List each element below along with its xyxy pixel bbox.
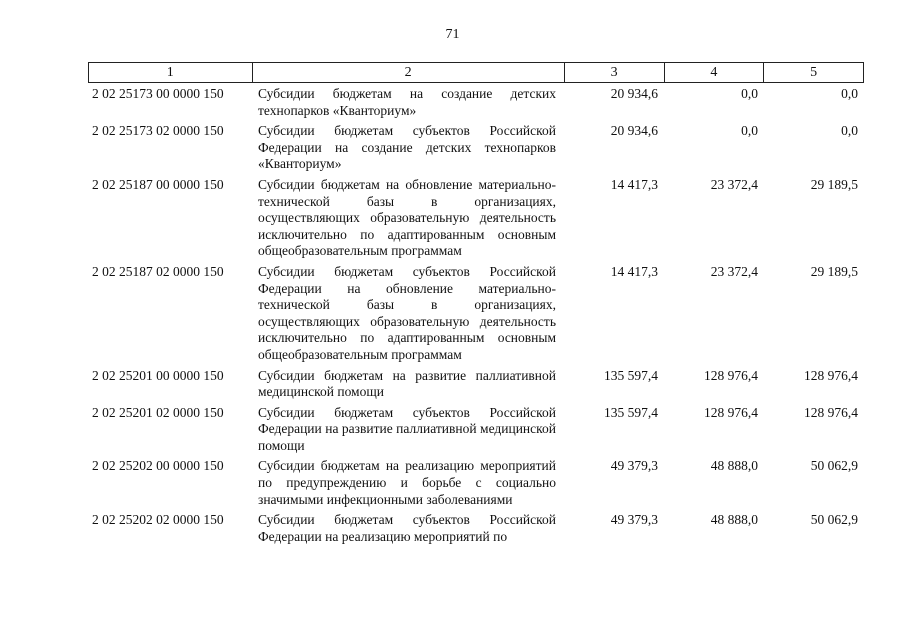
row-code: 2 02 25187 00 0000 150 bbox=[92, 176, 224, 192]
row-name: Субсидии бюджетам субъектов Российской Федерации на развитие паллиативной медицинской помощи bbox=[258, 404, 556, 453]
table-body bbox=[88, 86, 864, 549]
row-value-4: 128 976,4 bbox=[704, 367, 758, 383]
row-code: 2 02 25202 00 0000 150 bbox=[92, 458, 224, 474]
row-value-3: 20 934,6 bbox=[610, 123, 658, 139]
row-value-3: 49 379,3 bbox=[610, 512, 658, 528]
table-row bbox=[88, 86, 864, 119]
row-name: Субсидии бюджетам субъектов Российской Федерации на создание детских технопарков «Кванториум» bbox=[258, 123, 556, 172]
table-row bbox=[88, 405, 864, 455]
table-row bbox=[88, 123, 864, 173]
row-value-4: 48 888,0 bbox=[710, 512, 758, 528]
row-code: 2 02 25173 00 0000 150 bbox=[92, 86, 224, 101]
row-value-3: 49 379,3 bbox=[610, 458, 658, 474]
row-value-4: 48 888,0 bbox=[710, 458, 758, 474]
table-row bbox=[88, 177, 864, 260]
header-col-2: 2 bbox=[252, 63, 564, 82]
row-value-4: 128 976,4 bbox=[704, 404, 758, 420]
row-value-3: 14 417,3 bbox=[610, 176, 658, 192]
row-value-5: 29 189,5 bbox=[810, 263, 858, 279]
row-value-5: 128 976,4 bbox=[804, 404, 858, 420]
row-value-5: 128 976,4 bbox=[804, 367, 858, 383]
row-name: Субсидии бюджетам на развитие паллиативной медицинской помощи bbox=[258, 367, 556, 400]
row-value-5: 29 189,5 bbox=[810, 176, 858, 192]
header-col-5: 5 bbox=[763, 63, 863, 82]
row-value-3: 20 934,6 bbox=[610, 86, 658, 101]
row-value-5: 50 062,9 bbox=[810, 458, 858, 474]
header-col-4: 4 bbox=[664, 63, 764, 82]
header-col-3: 3 bbox=[564, 63, 664, 82]
row-name: Субсидии бюджетам на обновление материально-технической базы в организациях, осуществляющих образовательную деятельность исключительно по адаптированным основным общеобразовательным программам bbox=[258, 176, 556, 259]
row-value-5: 0,0 bbox=[841, 123, 858, 139]
row-code: 2 02 25201 00 0000 150 bbox=[92, 367, 224, 383]
table-row bbox=[88, 458, 864, 508]
row-value-4: 23 372,4 bbox=[710, 263, 758, 279]
row-value-3: 135 597,4 bbox=[604, 367, 658, 383]
header-col-1: 1 bbox=[166, 65, 174, 80]
row-code: 2 02 25202 02 0000 150 bbox=[92, 512, 224, 528]
row-value-5: 50 062,9 bbox=[810, 512, 858, 528]
table-row bbox=[88, 264, 864, 364]
row-name: Субсидии бюджетам на создание детских технопарков «Кванториум» bbox=[258, 86, 556, 118]
row-value-3: 135 597,4 bbox=[604, 404, 658, 420]
row-value-4: 0,0 bbox=[741, 123, 758, 139]
row-name: Субсидии бюджетам субъектов Российской Федерации на обновление материально-технической базы в организациях, осуществляющих образовательную деятельность исключительно по адаптированным основным общеобразовательным программам bbox=[258, 263, 556, 362]
row-name: Субсидии бюджетам на реализацию мероприятий по предупреждению и борьбе с социально значимыми инфекционными заболеваниями bbox=[258, 458, 556, 507]
table-row bbox=[88, 512, 864, 545]
table-header bbox=[88, 62, 864, 83]
row-name: Субсидии бюджетам субъектов Российской Федерации на реализацию мероприятий по bbox=[258, 512, 556, 544]
table-row bbox=[88, 368, 864, 401]
row-code: 2 02 25201 02 0000 150 bbox=[92, 404, 224, 420]
row-code: 2 02 25173 02 0000 150 bbox=[92, 123, 224, 139]
row-value-5: 0,0 bbox=[841, 86, 858, 101]
row-code: 2 02 25187 02 0000 150 bbox=[92, 263, 224, 279]
page-number: 71 bbox=[445, 27, 460, 42]
row-value-4: 0,0 bbox=[741, 86, 758, 101]
row-value-4: 23 372,4 bbox=[710, 176, 758, 192]
row-value-3: 14 417,3 bbox=[610, 263, 658, 279]
